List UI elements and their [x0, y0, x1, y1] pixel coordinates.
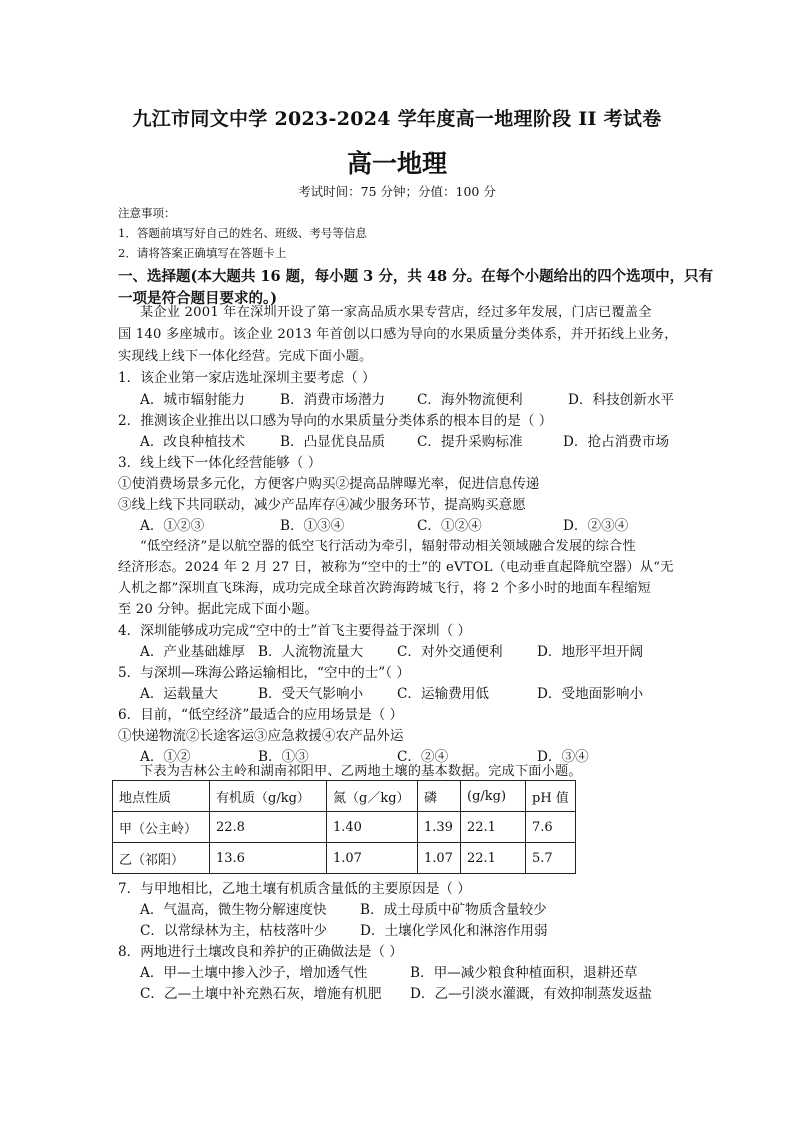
- question-stem: 4．深圳能够成功完成“空中的士”首飞主要得益于深圳（ ）: [118, 623, 472, 639]
- passage-line: “低空经济”是以航空器的低空飞行活动为牵引，辐射带动相关领域融合发展的综合性: [140, 539, 636, 554]
- question-option: B．①③: [258, 749, 309, 765]
- question-statements: ③线上线下共同联动，减少产品库存④减少服务环节，提高购买意愿: [118, 497, 526, 513]
- passage-line: 某企业 2001 年在深圳开设了第一家高品质水果专营店，经过多年发展，门店已覆盖全: [140, 305, 652, 320]
- question-stem: 3．线上线下一体化经营能够（ ）: [118, 455, 322, 471]
- question-option: C．乙—土壤中补充熟石灰，增施有机肥: [140, 986, 382, 1002]
- passage-line: 至 20 分钟。据此完成下面小题。: [118, 602, 319, 617]
- question-option: A．①②: [140, 749, 191, 765]
- question-option: B．成土母质中矿物质含量较少: [360, 902, 547, 918]
- table-header-cell: 有机质（g/kg）: [210, 781, 327, 812]
- table-header-row: [113, 781, 576, 812]
- question-option: D．抢占消费市场: [563, 434, 670, 450]
- table-cell: 乙（祁阳）: [113, 843, 210, 874]
- question-stem: 8．两地进行土壤改良和养护的正确做法是（ ）: [118, 944, 403, 960]
- question-option: C．②④: [397, 749, 449, 765]
- question-stem: 1．该企业第一家店选址深圳主要考虑（ ）: [118, 370, 376, 386]
- table-cell: 22.8: [210, 812, 327, 843]
- notes-item: 2．请将答案正确填写在答题卡上: [118, 246, 287, 260]
- question-option: A．运载量大: [140, 686, 218, 702]
- table-header-cell: 磷: [418, 781, 461, 812]
- question-option: A．①②③: [140, 518, 205, 534]
- table-cell: 1.07: [418, 843, 461, 874]
- section-heading: 一项是符合题目要求的。): [118, 290, 278, 307]
- question-option: C．海外物流便利: [417, 392, 523, 408]
- table-cell: 22.1: [461, 843, 526, 874]
- question-option: B．人流物流量大: [258, 644, 364, 660]
- table-cell: 5.7: [526, 843, 576, 874]
- soil-data-table: [112, 780, 576, 874]
- table-cell: 13.6: [210, 843, 327, 874]
- question-stem: 6．目前，“低空经济”最适合的应用场景是（ ）: [118, 707, 404, 723]
- question-option: A．城市辐射能力: [140, 392, 245, 408]
- question-option: A．改良种植技术: [140, 434, 245, 450]
- question-option: B．消费市场潜力: [280, 392, 386, 408]
- table-cell: 22.1: [461, 812, 526, 843]
- question-option: A．产业基础雄厚: [140, 644, 245, 660]
- page-title: 九江市同文中学 2023-2024 学年度高一地理阶段 II 考试卷: [132, 108, 662, 130]
- question-option: B．甲—减少粮食种植面积，退耕还草: [410, 965, 638, 981]
- question-option: D．科技创新水平: [568, 392, 675, 408]
- question-option: D．乙—引淡水灌溉，有效抑制蒸发返盐: [410, 986, 652, 1002]
- question-option: D．地形平坦开阔: [537, 644, 644, 660]
- question-statements: ①快递物流②长途客运③应急救援④农产品外运: [118, 728, 404, 744]
- table-header-cell: pH 值: [526, 781, 576, 812]
- question-option: A．气温高，微生物分解速度快: [140, 902, 327, 918]
- table-row: [113, 843, 576, 874]
- table-header-cell: 地点性质: [113, 781, 210, 812]
- question-option: B．凸显优良品质: [280, 434, 386, 450]
- question-option: C．提升采购标准: [417, 434, 523, 450]
- question-statements: ①使消费场景多元化，方便客户购买②提高品牌曝光率，促进信息传递: [118, 476, 540, 492]
- exam-info: 考试时间：75 分钟；分值：100 分: [298, 184, 496, 199]
- passage-line: 下表为吉林公主岭和湖南祁阳甲、乙两地土壤的基本数据。完成下面小题。: [140, 764, 582, 779]
- question-option: A．甲—土壤中掺入沙子，增加透气性: [140, 965, 368, 981]
- question-option: D．土壤化学风化和淋溶作用弱: [360, 923, 548, 939]
- page-subtitle: 高一地理: [346, 149, 447, 178]
- question-option: C．对外交通便利: [397, 644, 503, 660]
- question-stem: 5．与深圳—珠海公路运输相比，“空中的士”（ ）: [118, 665, 410, 681]
- question-option: D．③④: [537, 749, 589, 765]
- table-cell: 1.07: [327, 843, 418, 874]
- question-stem: 7．与甲地相比，乙地土壤有机质含量低的主要原因是（ ）: [118, 881, 471, 897]
- question-option: B．受天气影响小: [258, 686, 364, 702]
- question-stem: 2．推测该企业推出以口感为导向的水果质量分类体系的根本目的是（ ）: [118, 413, 553, 429]
- passage-line: 经济形态。2024 年 2 月 27 日，被称为“空中的士”的 eVTOL（电动垂直起降航空器）从“无: [118, 560, 674, 575]
- table-cell: 1.40: [327, 812, 418, 843]
- table-cell: 1.39: [418, 812, 461, 843]
- section-heading: 一、选择题(本大题共 16 题，每小题 3 分，共 48 分。在每个小题给出的四个选项中，只有: [118, 268, 714, 285]
- question-option: C．①②④: [417, 518, 482, 534]
- table-header-cell: (g/kg): [461, 781, 526, 812]
- passage-line: 实现线上线下一体化经营。完成下面小题。: [118, 349, 373, 364]
- table-cell: 甲（公主岭）: [113, 812, 210, 843]
- question-option: D．②③④: [563, 518, 629, 534]
- table-cell: 7.6: [526, 812, 576, 843]
- question-option: B．①③④: [280, 518, 345, 534]
- question-option: C．以常绿林为主，枯枝落叶少: [140, 923, 328, 939]
- notes-heading: 注意事项：: [118, 206, 176, 220]
- table-row: [113, 812, 576, 843]
- passage-line: 国 140 多座城市。该企业 2013 年首创以口感为导向的水果质量分类体系，并开拓线上业务，: [118, 327, 678, 342]
- notes-item: 1．答题前填写好自己的姓名、班级、考号等信息: [118, 226, 367, 240]
- question-option: D．受地面影响小: [537, 686, 644, 702]
- question-option: C．运输费用低: [397, 686, 489, 702]
- passage-line: 人机之都”深圳直飞珠海，成功完成全球首次跨海跨城飞行，将 2 个多小时的地面车程缩短: [118, 581, 652, 596]
- table-header-cell: 氮（g／kg）: [327, 781, 418, 812]
